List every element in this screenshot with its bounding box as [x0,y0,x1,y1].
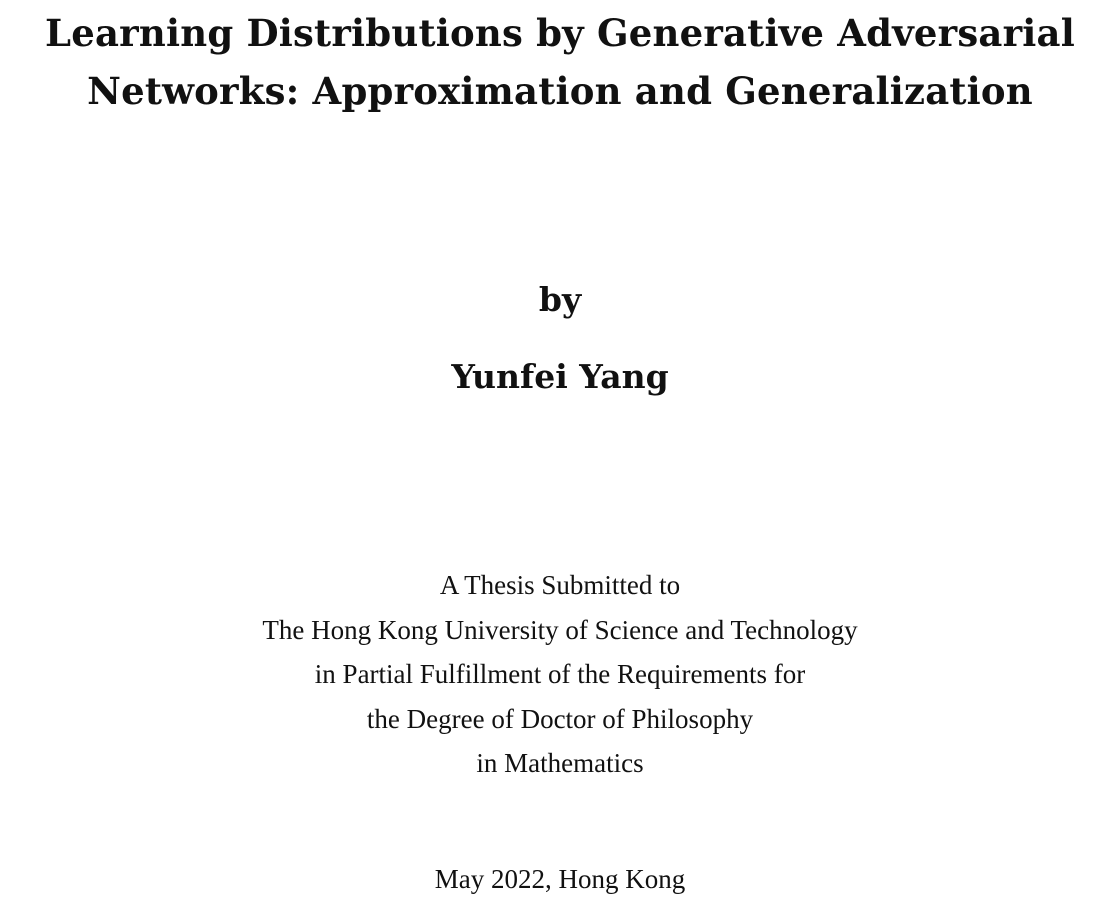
submission-statement [0,563,1120,786]
submission-line-1: A Thesis Submitted to [439,570,681,600]
thesis-title [0,4,1120,120]
thesis-title-line-2: Networks: Approximation and Generalization [87,69,1033,113]
submission-line-3: in Partial Fulfillment of the Requirements for [314,659,806,689]
submission-line-4: the Degree of Doctor of Philosophy [366,703,754,734]
thesis-title-line-1: Learning Distributions by Generative Adversarial [45,11,1075,55]
submission-line-5: in Mathematics [476,748,644,778]
author-name: Yunfei Yang [451,357,669,396]
byline: by [538,280,582,319]
submission-line-2: The Hong Kong University of Science and Technology [262,614,858,645]
date-and-place: May 2022, Hong Kong [434,864,686,894]
